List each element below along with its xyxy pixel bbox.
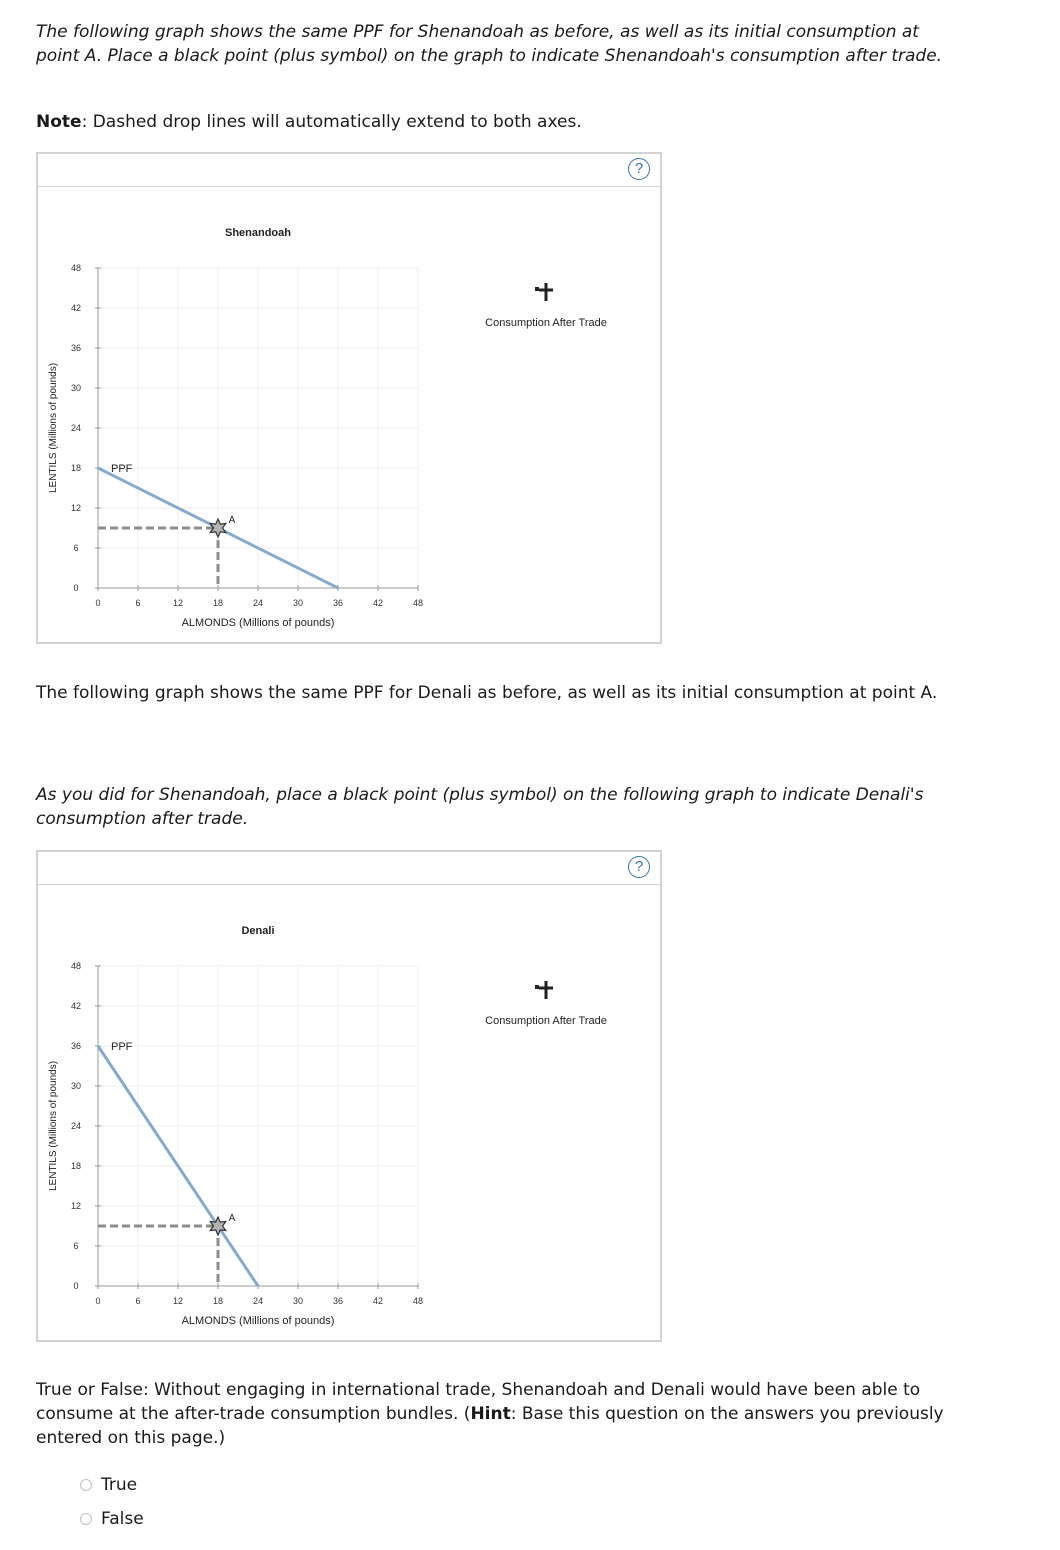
x-tick-label: 6 xyxy=(135,598,141,608)
y-tick-label: 24 xyxy=(70,1121,82,1131)
denali-graph-panel[interactable] xyxy=(36,850,662,1342)
question-hint: : Base this question on the answers you previously entered on this page.) xyxy=(36,1404,944,1448)
y-tick-label: 0 xyxy=(73,1281,79,1291)
option-false-label: False xyxy=(101,1509,144,1529)
x-axis-label: ALMONDS (Millions of pounds) xyxy=(181,617,335,629)
grid xyxy=(98,966,418,1286)
x-tick-label: 36 xyxy=(332,598,344,608)
x-axis-label: ALMONDS (Millions of pounds) xyxy=(181,1315,335,1327)
x-tick-label: 12 xyxy=(172,1296,184,1306)
shenandoah-chart[interactable] xyxy=(38,154,660,642)
x-tick-label: 18 xyxy=(212,598,224,608)
x-tick-label: 18 xyxy=(212,1296,224,1306)
x-tick-label: 42 xyxy=(372,598,384,608)
x-tick-label: 36 xyxy=(332,1296,344,1306)
note-label: Note xyxy=(36,112,82,132)
y-axis-label: LENTILS (Millions of pounds) xyxy=(48,362,59,494)
consumption-after-trade-tool[interactable] xyxy=(535,981,553,999)
option-true-label: True xyxy=(101,1475,138,1495)
y-tick-label: 12 xyxy=(70,1201,82,1211)
y-tick-label: 36 xyxy=(70,1041,82,1051)
y-tick-label: 48 xyxy=(70,961,82,971)
shenandoah-instructions: The following graph shows the same PPF for Shenandoah as before, as well as its initial consumption at point A. Place a black point (plus symbol) on the graph to indicate Shenandoah's consumption after trade. xyxy=(36,22,943,66)
shenandoah-graph-panel[interactable] xyxy=(36,152,662,644)
y-tick-label: 6 xyxy=(73,543,79,553)
ppf-label: PPF xyxy=(111,463,133,475)
x-tick-label: 0 xyxy=(95,1296,101,1306)
grid xyxy=(98,268,418,588)
y-tick-label: 30 xyxy=(70,1081,82,1091)
x-tick-label: 0 xyxy=(95,598,101,608)
y-tick-label: 6 xyxy=(73,1241,79,1251)
hint-label: Hint xyxy=(470,1404,511,1424)
x-tick-label: 24 xyxy=(252,1296,264,1306)
x-tick-label: 12 xyxy=(172,598,184,608)
question-text: True or False: Without engaging in international trade, Shenandoah and Denali would have been able to consume at the after-trade consumption bundles. ( xyxy=(36,1380,921,1424)
denali-chart[interactable] xyxy=(38,852,660,1340)
plus-tool-handle-icon[interactable] xyxy=(535,985,539,989)
note-body: : Dashed drop lines will automatically extend to both axes. xyxy=(81,112,582,132)
denali-description: The following graph shows the same PPF for Denali as before, as well as its initial consumption at point A. xyxy=(36,683,938,703)
y-tick-label: 18 xyxy=(70,1161,82,1171)
plus-tool-drop-icon[interactable] xyxy=(545,296,548,301)
plus-icon-horizontal[interactable] xyxy=(539,987,553,990)
y-tick-label: 12 xyxy=(70,503,82,513)
y-tick-label: 30 xyxy=(70,383,82,393)
y-tick-label: 48 xyxy=(70,263,82,273)
radio-true[interactable] xyxy=(80,1479,92,1491)
x-tick-label: 24 xyxy=(252,598,264,608)
ppf-label: PPF xyxy=(111,1041,133,1053)
option-true[interactable] xyxy=(80,1473,137,1497)
y-tick-label: 42 xyxy=(70,303,82,313)
denali-instructions: As you did for Shenandoah, place a black point (plus symbol) on the following graph to indicate Denali's consumption after trade. xyxy=(36,785,924,829)
x-tick-label: 48 xyxy=(412,598,424,608)
true-false-question xyxy=(36,1378,946,1450)
x-tick-label: 30 xyxy=(292,1296,304,1306)
option-false[interactable] xyxy=(80,1507,144,1531)
consumption-after-trade-label: Consumption After Trade xyxy=(485,1015,607,1027)
plus-tool-drop-icon[interactable] xyxy=(545,994,548,999)
x-tick-label: 6 xyxy=(135,1296,141,1306)
consumption-after-trade-label: Consumption After Trade xyxy=(485,317,607,329)
y-tick-label: 18 xyxy=(70,463,82,473)
x-tick-label: 42 xyxy=(372,1296,384,1306)
chart-title: Denali xyxy=(241,925,275,937)
consumption-after-trade-tool[interactable] xyxy=(535,283,553,301)
x-tick-label: 30 xyxy=(292,598,304,608)
x-tick-label: 48 xyxy=(412,1296,424,1306)
note-text xyxy=(36,110,956,134)
help-icon[interactable]: ? xyxy=(628,856,650,878)
help-icon[interactable]: ? xyxy=(628,158,650,180)
point-a-label: A xyxy=(228,1213,236,1224)
y-axis-label: LENTILS (Millions of pounds) xyxy=(48,1060,59,1192)
chart-title: Shenandoah xyxy=(224,227,292,239)
plus-tool-handle-icon[interactable] xyxy=(535,287,539,291)
y-tick-label: 24 xyxy=(70,423,82,433)
y-tick-label: 36 xyxy=(70,343,82,353)
y-tick-label: 42 xyxy=(70,1001,82,1011)
y-tick-label: 0 xyxy=(73,583,79,593)
radio-false[interactable] xyxy=(80,1513,92,1525)
plus-icon-horizontal[interactable] xyxy=(539,289,553,292)
point-a-label: A xyxy=(228,515,236,526)
